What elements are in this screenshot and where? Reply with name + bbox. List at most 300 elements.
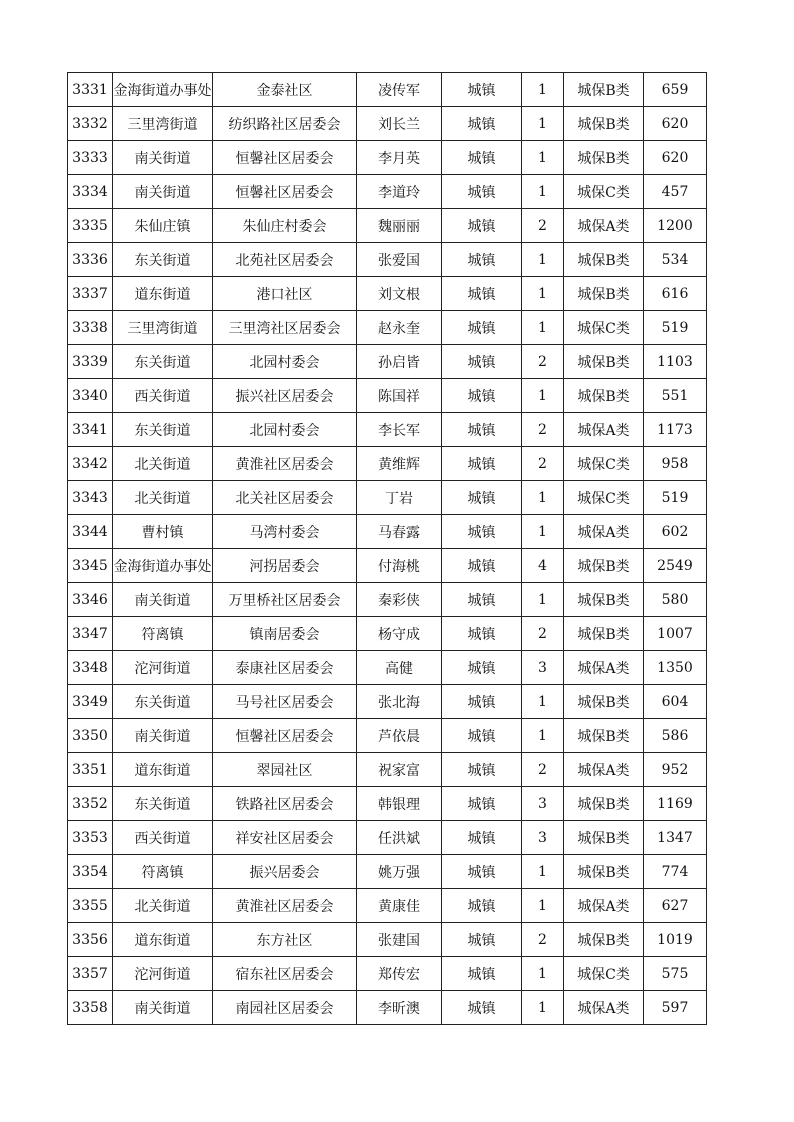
community-text: 铁路社区居委会 (235, 796, 334, 813)
household-count-text: 1 (538, 863, 547, 880)
area-type-text: 城镇 (467, 932, 496, 949)
area-type-text: 城镇 (467, 558, 496, 575)
area-type-text: 城镇 (467, 660, 496, 677)
category-cell (564, 243, 644, 277)
category-cell (564, 549, 644, 583)
row-number-cell (68, 73, 113, 107)
household-count-text: 1 (538, 897, 547, 914)
community-text: 万里桥社区居委会 (228, 592, 341, 609)
street-office-cell (113, 515, 213, 549)
row-number-text: 3343 (72, 489, 108, 506)
row-number-text: 3344 (72, 523, 108, 540)
area-type-cell (442, 753, 522, 787)
community-cell (213, 685, 357, 719)
street-office-text: 南关街道 (134, 592, 191, 609)
community-cell (213, 991, 357, 1025)
community-cell (213, 243, 357, 277)
area-type-cell (442, 821, 522, 855)
area-type-text: 城镇 (467, 966, 496, 983)
household-count-cell (522, 889, 564, 923)
row-number-text: 3334 (72, 183, 108, 200)
table-row (68, 855, 707, 889)
amount-text: 1019 (657, 931, 693, 948)
category-cell (564, 787, 644, 821)
category-cell (564, 141, 644, 175)
amount-text: 620 (661, 149, 689, 166)
row-number-text: 3354 (72, 863, 108, 880)
person-name-text: 刘长兰 (378, 116, 420, 133)
row-number-text: 3358 (72, 999, 108, 1016)
table-row (68, 549, 707, 583)
street-office-text: 南关街道 (134, 728, 191, 745)
household-count-text: 2 (538, 353, 547, 370)
row-number-text: 3357 (72, 965, 108, 982)
area-type-cell (442, 855, 522, 889)
amount-text: 952 (661, 761, 689, 778)
community-text: 朱仙庄村委会 (242, 218, 327, 235)
area-type-text: 城镇 (467, 286, 496, 303)
category-cell (564, 413, 644, 447)
person-name-cell (357, 549, 442, 583)
community-text: 恒馨社区居委会 (235, 184, 334, 201)
category-cell (564, 991, 644, 1025)
community-cell (213, 855, 357, 889)
category-text: 城保C类 (577, 966, 630, 983)
category-text: 城保A类 (577, 898, 630, 915)
row-number-text: 3332 (72, 115, 108, 132)
household-count-text: 3 (538, 659, 547, 676)
amount-cell (644, 345, 707, 379)
household-count-cell (522, 923, 564, 957)
area-type-cell (442, 141, 522, 175)
category-cell (564, 855, 644, 889)
street-office-text: 东关街道 (134, 252, 191, 269)
person-name-cell (357, 753, 442, 787)
person-name-text: 赵永奎 (378, 320, 420, 337)
table-row (68, 991, 707, 1025)
records-table (67, 72, 707, 1025)
area-type-text: 城镇 (467, 490, 496, 507)
person-name-text: 马春露 (378, 524, 420, 541)
community-cell (213, 957, 357, 991)
household-count-cell (522, 991, 564, 1025)
person-name-text: 黄维辉 (378, 456, 420, 473)
category-text: 城保B类 (577, 694, 630, 711)
street-office-cell (113, 583, 213, 617)
row-number-text: 3346 (72, 591, 108, 608)
household-count-cell (522, 515, 564, 549)
household-count-text: 1 (538, 523, 547, 540)
row-number-cell (68, 617, 113, 651)
category-cell (564, 685, 644, 719)
community-cell (213, 107, 357, 141)
area-type-cell (442, 175, 522, 209)
table-row (68, 107, 707, 141)
amount-text: 551 (661, 387, 689, 404)
street-office-text: 西关街道 (134, 388, 191, 405)
amount-cell (644, 243, 707, 277)
row-number-text: 3345 (72, 557, 108, 574)
amount-cell (644, 209, 707, 243)
household-count-text: 1 (538, 81, 547, 98)
row-number-text: 3353 (72, 829, 108, 846)
table-row (68, 447, 707, 481)
table-row (68, 73, 707, 107)
street-office-cell (113, 719, 213, 753)
amount-cell (644, 73, 707, 107)
person-name-cell (357, 73, 442, 107)
table-row (68, 753, 707, 787)
category-cell (564, 311, 644, 345)
person-name-cell (357, 651, 442, 685)
community-text: 东方社区 (256, 932, 313, 949)
category-text: 城保B类 (577, 728, 630, 745)
category-cell (564, 753, 644, 787)
household-count-cell (522, 855, 564, 889)
category-text: 城保C类 (577, 490, 630, 507)
amount-cell (644, 311, 707, 345)
household-count-cell (522, 243, 564, 277)
community-cell (213, 311, 357, 345)
row-number-text: 3341 (72, 421, 108, 438)
street-office-cell (113, 311, 213, 345)
street-office-cell (113, 923, 213, 957)
community-text: 振兴居委会 (249, 864, 320, 881)
person-name-text: 高健 (385, 660, 413, 677)
area-type-text: 城镇 (467, 898, 496, 915)
row-number-cell (68, 651, 113, 685)
area-type-cell (442, 685, 522, 719)
community-cell (213, 719, 357, 753)
person-name-text: 杨守成 (378, 626, 420, 643)
community-text: 泰康社区居委会 (235, 660, 334, 677)
person-name-text: 李月英 (378, 150, 420, 167)
table-row (68, 821, 707, 855)
amount-cell (644, 107, 707, 141)
community-text: 黄淮社区居委会 (235, 898, 334, 915)
area-type-text: 城镇 (467, 252, 496, 269)
area-type-cell (442, 651, 522, 685)
household-count-cell (522, 73, 564, 107)
amount-cell (644, 685, 707, 719)
person-name-text: 魏丽丽 (378, 218, 420, 235)
community-cell (213, 651, 357, 685)
person-name-cell (357, 787, 442, 821)
person-name-cell (357, 379, 442, 413)
row-number-cell (68, 277, 113, 311)
person-name-cell (357, 481, 442, 515)
amount-text: 519 (661, 319, 689, 336)
community-text: 金泰社区 (256, 82, 313, 99)
amount-text: 2549 (657, 557, 693, 574)
row-number-text: 3350 (72, 727, 108, 744)
area-type-text: 城镇 (467, 796, 496, 813)
amount-text: 519 (661, 489, 689, 506)
table-row (68, 345, 707, 379)
category-cell (564, 345, 644, 379)
row-number-text: 3356 (72, 931, 108, 948)
area-type-text: 城镇 (467, 524, 496, 541)
category-text: 城保C类 (577, 184, 630, 201)
street-office-text: 金海街道办事处 (113, 82, 212, 99)
street-office-cell (113, 617, 213, 651)
person-name-text: 陈国祥 (378, 388, 420, 405)
area-type-cell (442, 243, 522, 277)
person-name-text: 李长军 (378, 422, 420, 439)
community-cell (213, 447, 357, 481)
street-office-text: 沱河街道 (134, 660, 191, 677)
category-cell (564, 447, 644, 481)
area-type-cell (442, 481, 522, 515)
area-type-text: 城镇 (467, 218, 496, 235)
row-number-text: 3333 (72, 149, 108, 166)
household-count-text: 2 (538, 217, 547, 234)
amount-text: 616 (661, 285, 689, 302)
row-number-cell (68, 719, 113, 753)
street-office-cell (113, 107, 213, 141)
household-count-text: 1 (538, 999, 547, 1016)
person-name-cell (357, 923, 442, 957)
category-cell (564, 175, 644, 209)
category-text: 城保A类 (577, 660, 630, 677)
row-number-cell (68, 787, 113, 821)
area-type-text: 城镇 (467, 320, 496, 337)
amount-text: 620 (661, 115, 689, 132)
row-number-cell (68, 447, 113, 481)
community-text: 祥安社区居委会 (235, 830, 334, 847)
area-type-text: 城镇 (467, 592, 496, 609)
household-count-cell (522, 957, 564, 991)
household-count-cell (522, 141, 564, 175)
table-row (68, 243, 707, 277)
amount-cell (644, 481, 707, 515)
row-number-cell (68, 243, 113, 277)
household-count-cell (522, 651, 564, 685)
table-row (68, 787, 707, 821)
amount-cell (644, 141, 707, 175)
category-text: 城保A类 (577, 1000, 630, 1017)
amount-cell (644, 923, 707, 957)
community-cell (213, 583, 357, 617)
community-cell (213, 345, 357, 379)
household-count-cell (522, 379, 564, 413)
household-count-text: 1 (538, 183, 547, 200)
person-name-text: 任洪斌 (378, 830, 420, 847)
household-count-text: 1 (538, 489, 547, 506)
row-number-cell (68, 889, 113, 923)
community-text: 马号社区居委会 (235, 694, 334, 711)
category-text: 城保B类 (577, 354, 630, 371)
category-cell (564, 481, 644, 515)
street-office-text: 符离镇 (141, 864, 184, 881)
person-name-text: 付海桃 (378, 558, 420, 575)
street-office-text: 西关街道 (134, 830, 191, 847)
person-name-text: 孙启皆 (378, 354, 420, 371)
amount-text: 604 (661, 693, 689, 710)
area-type-cell (442, 549, 522, 583)
amount-cell (644, 821, 707, 855)
street-office-text: 金海街道办事处 (113, 558, 212, 575)
category-text: 城保B类 (577, 592, 630, 609)
row-number-cell (68, 107, 113, 141)
street-office-text: 曹村镇 (141, 524, 184, 541)
area-type-cell (442, 311, 522, 345)
street-office-text: 北关街道 (134, 456, 191, 473)
person-name-text: 刘文根 (378, 286, 420, 303)
table-row (68, 889, 707, 923)
table-row (68, 515, 707, 549)
community-cell (213, 379, 357, 413)
table-row (68, 379, 707, 413)
area-type-cell (442, 719, 522, 753)
street-office-cell (113, 685, 213, 719)
street-office-cell (113, 209, 213, 243)
table-row (68, 209, 707, 243)
area-type-text: 城镇 (467, 150, 496, 167)
person-name-text: 秦彩侠 (378, 592, 420, 609)
category-cell (564, 277, 644, 311)
row-number-cell (68, 991, 113, 1025)
area-type-text: 城镇 (467, 184, 496, 201)
amount-text: 1347 (657, 829, 693, 846)
community-text: 北关社区居委会 (235, 490, 334, 507)
street-office-text: 东关街道 (134, 694, 191, 711)
row-number-cell (68, 923, 113, 957)
area-type-text: 城镇 (467, 1000, 496, 1017)
amount-cell (644, 413, 707, 447)
street-office-cell (113, 413, 213, 447)
amount-text: 1103 (657, 353, 693, 370)
household-count-cell (522, 583, 564, 617)
community-text: 南园社区居委会 (235, 1000, 334, 1017)
household-count-text: 1 (538, 149, 547, 166)
street-office-text: 符离镇 (141, 626, 184, 643)
street-office-cell (113, 345, 213, 379)
household-count-text: 1 (538, 251, 547, 268)
street-office-text: 道东街道 (134, 932, 191, 949)
household-count-text: 2 (538, 931, 547, 948)
row-number-cell (68, 209, 113, 243)
table-row (68, 617, 707, 651)
area-type-cell (442, 447, 522, 481)
category-text: 城保B类 (577, 558, 630, 575)
category-cell (564, 923, 644, 957)
street-office-cell (113, 889, 213, 923)
amount-cell (644, 753, 707, 787)
community-cell (213, 753, 357, 787)
street-office-text: 道东街道 (134, 762, 191, 779)
area-type-cell (442, 787, 522, 821)
area-type-cell (442, 277, 522, 311)
area-type-cell (442, 957, 522, 991)
street-office-cell (113, 141, 213, 175)
area-type-cell (442, 107, 522, 141)
area-type-text: 城镇 (467, 830, 496, 847)
household-count-cell (522, 481, 564, 515)
person-name-cell (357, 345, 442, 379)
amount-cell (644, 277, 707, 311)
person-name-text: 李道玲 (378, 184, 420, 201)
table-row (68, 583, 707, 617)
community-text: 镇南居委会 (249, 626, 320, 643)
amount-cell (644, 787, 707, 821)
community-text: 振兴社区居委会 (235, 388, 334, 405)
household-count-text: 2 (538, 455, 547, 472)
person-name-cell (357, 855, 442, 889)
person-name-cell (357, 821, 442, 855)
row-number-cell (68, 855, 113, 889)
household-count-cell (522, 413, 564, 447)
row-number-text: 3347 (72, 625, 108, 642)
row-number-cell (68, 821, 113, 855)
area-type-text: 城镇 (467, 762, 496, 779)
community-text: 北苑社区居委会 (235, 252, 334, 269)
community-text: 三里湾社区居委会 (228, 320, 341, 337)
row-number-cell (68, 311, 113, 345)
area-type-cell (442, 889, 522, 923)
household-count-text: 4 (538, 557, 547, 574)
area-type-cell (442, 515, 522, 549)
area-type-text: 城镇 (467, 626, 496, 643)
area-type-text: 城镇 (467, 728, 496, 745)
person-name-text: 张建国 (378, 932, 420, 949)
row-number-cell (68, 141, 113, 175)
table-body (68, 73, 707, 1025)
community-text: 河拐居委会 (249, 558, 320, 575)
category-text: 城保B类 (577, 150, 630, 167)
community-cell (213, 277, 357, 311)
street-office-text: 北关街道 (134, 490, 191, 507)
row-number-cell (68, 583, 113, 617)
amount-cell (644, 583, 707, 617)
row-number-cell (68, 413, 113, 447)
amount-text: 1173 (657, 421, 693, 438)
category-text: 城保B类 (577, 796, 630, 813)
category-text: 城保A类 (577, 524, 630, 541)
community-cell (213, 481, 357, 515)
category-cell (564, 719, 644, 753)
street-office-cell (113, 277, 213, 311)
person-name-cell (357, 413, 442, 447)
category-text: 城保B类 (577, 864, 630, 881)
row-number-text: 3348 (72, 659, 108, 676)
area-type-text: 城镇 (467, 864, 496, 881)
household-count-cell (522, 107, 564, 141)
community-cell (213, 141, 357, 175)
household-count-text: 2 (538, 421, 547, 438)
area-type-cell (442, 923, 522, 957)
household-count-text: 1 (538, 965, 547, 982)
amount-text: 1007 (657, 625, 693, 642)
row-number-text: 3331 (72, 81, 108, 98)
street-office-cell (113, 753, 213, 787)
category-text: 城保B类 (577, 286, 630, 303)
household-count-text: 3 (538, 829, 547, 846)
area-type-cell (442, 413, 522, 447)
amount-cell (644, 447, 707, 481)
table-row (68, 957, 707, 991)
amount-text: 1350 (657, 659, 693, 676)
community-cell (213, 617, 357, 651)
category-text: 城保A类 (577, 218, 630, 235)
amount-text: 580 (661, 591, 689, 608)
amount-text: 1169 (657, 795, 693, 812)
amount-cell (644, 719, 707, 753)
category-cell (564, 209, 644, 243)
area-type-cell (442, 617, 522, 651)
street-office-cell (113, 447, 213, 481)
community-cell (213, 889, 357, 923)
